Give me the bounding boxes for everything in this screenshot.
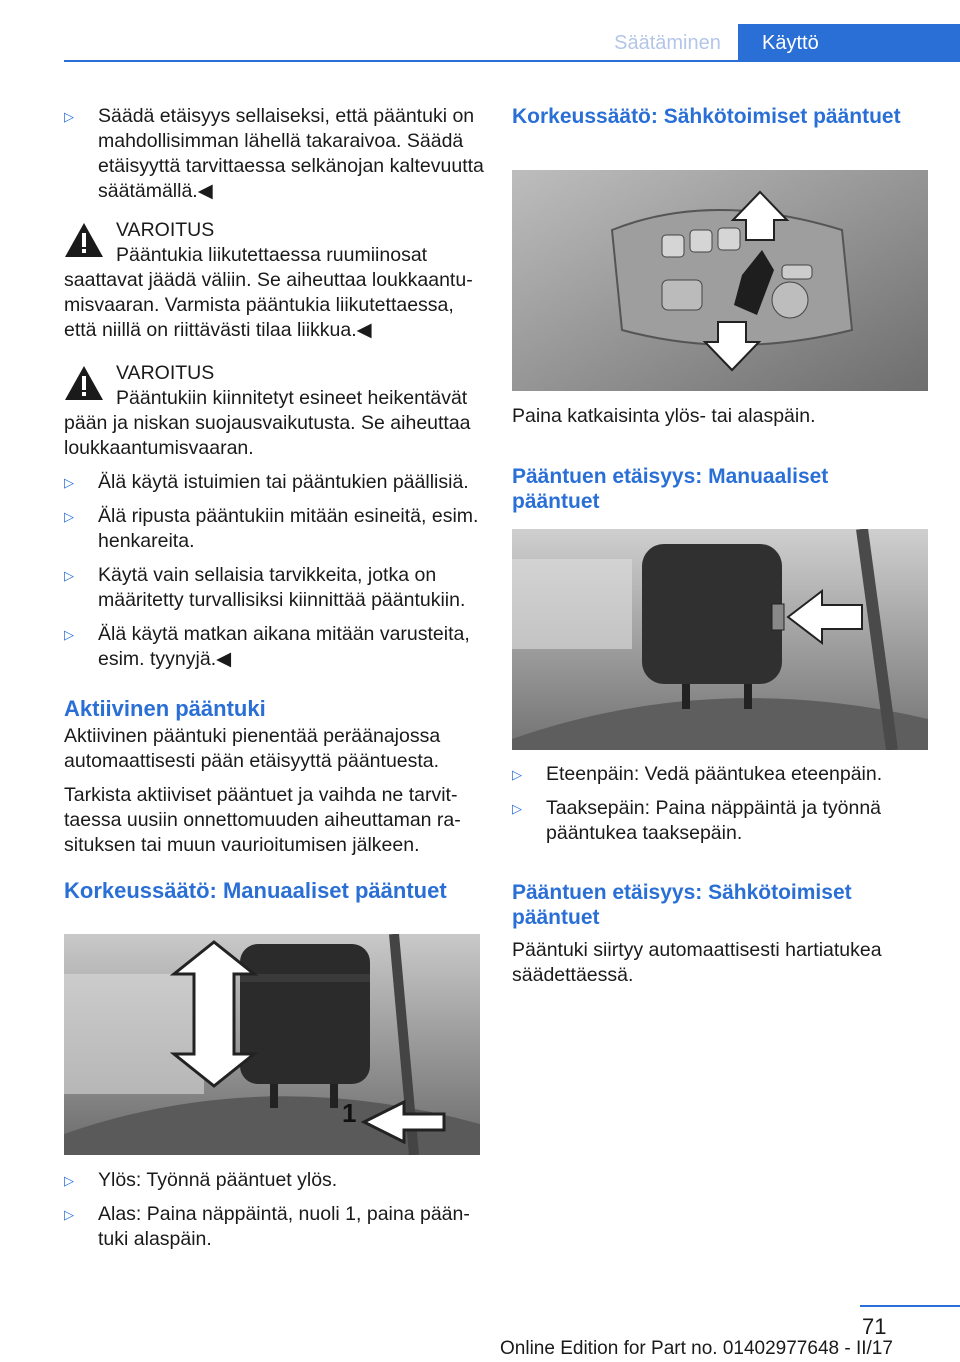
warning-triangle-icon bbox=[64, 365, 104, 401]
list-item: ▷ Ylös: Työnnä pääntuet ylös. bbox=[64, 1169, 338, 1191]
left-column bbox=[64, 104, 484, 904]
warning-text: pään ja niskan suojausvaikutusta. Se aiheuttaa loukkaantumisvaaran. bbox=[64, 412, 471, 459]
bullet-triangle-icon: ▷ bbox=[64, 475, 74, 490]
header-chapter-tab: Käyttö bbox=[738, 24, 960, 62]
page-number: 71 bbox=[862, 1314, 887, 1339]
image-callout-label: 1 bbox=[342, 1098, 357, 1128]
warning-title: VAROITUS bbox=[116, 362, 215, 384]
section-heading: Pääntuen etäisyys: Sähkötoimiset pääntuet bbox=[512, 881, 852, 929]
bullet-triangle-icon: ▷ bbox=[64, 109, 74, 124]
section-heading: Korkeussäätö: Manuaaliset pääntuet bbox=[64, 878, 447, 903]
warning-title: VAROITUS bbox=[116, 219, 215, 241]
list-item bbox=[64, 104, 484, 204]
list-item: ▷ Eteenpäin: Vedä pääntukea eteenpäin. bbox=[512, 763, 883, 785]
list-item: ▷ Alas: Paina näppäintä, nuoli 1, paina pääntuki alaspäin. bbox=[64, 1203, 470, 1250]
paragraph: Paina katkaisinta ylös- tai alaspäin. bbox=[512, 405, 816, 427]
section-heading: Korkeussäätö: Sähkötoimiset pääntuet bbox=[512, 105, 901, 128]
bullet-triangle-icon: ▷ bbox=[64, 1173, 74, 1188]
list-item: ▷ Älä käytä matkan aikana mitään varusteita, esim. tyynyjä.◀ bbox=[64, 623, 470, 670]
bullet-triangle-icon: ▷ bbox=[64, 627, 74, 642]
warning-text-inline: Pääntukia liikutettaessa ruumiinosat bbox=[116, 244, 428, 266]
header-section-label: Säätäminen bbox=[614, 32, 721, 54]
bullet-triangle-icon: ▷ bbox=[512, 767, 522, 782]
warning-block bbox=[64, 218, 484, 343]
list-item: ▷ Käytä vain sellaisia tarvikkeita, jotka on määritetty turvallisiksi kiinnittää pääntukiin. bbox=[64, 564, 466, 611]
left-column-lower bbox=[64, 1168, 484, 1252]
bullet-text: Säädä etäisyys sellaiseksi, että pääntuki on mahdollisimman lähellä takaraivoa. Säädä etäisyyttä tarvittaessa selkänojan kaltevuutta säätämällä.◀ bbox=[98, 105, 484, 202]
warning-bullet-list bbox=[64, 470, 484, 672]
warning-text: saattavat jäädä väliin. Se aiheuttaa loukkaantumisvaaran. Varmista pääntukia liikutettaessa, että niillä on riittävästi tilaa liikkua.◀ bbox=[64, 269, 473, 341]
list-item: ▷ Älä ripusta pääntukiin mitään esineitä, esim. henkareita. bbox=[64, 505, 479, 552]
bullet-triangle-icon: ▷ bbox=[64, 568, 74, 583]
list-item: ▷ Älä käytä istuimien tai pääntukien päällisiä. bbox=[64, 471, 469, 493]
header-rule bbox=[64, 60, 960, 62]
bullet-triangle-icon: ▷ bbox=[512, 801, 522, 816]
warning-text-inline: Pääntukiin kiinnitetyt esineet heikentävät bbox=[116, 387, 468, 409]
footer-rule bbox=[860, 1305, 960, 1307]
paragraph: Pääntuki siirtyy automaattisesti hartiatukea säädettäessä. bbox=[512, 939, 882, 986]
electric-seat-switch-image bbox=[512, 170, 928, 391]
section-heading: Pääntuen etäisyys: Manuaaliset pääntuet bbox=[512, 465, 829, 513]
footer-edition: Online Edition for Part no. 01402977648 - II/17 bbox=[500, 1338, 893, 1359]
warning-block bbox=[64, 361, 484, 461]
section-heading: Aktiivinen pääntuki bbox=[64, 696, 266, 721]
paragraph: Aktiivinen pääntuki pienentää peräänajossa automaattisesti pään etäisyyttä pääntuesta. bbox=[64, 725, 441, 772]
right-column-distance-list bbox=[512, 762, 932, 846]
list-item: ▷ Taaksepäin: Paina näppäintä ja työnnä pääntukea taaksepäin. bbox=[512, 797, 882, 844]
bullet-triangle-icon: ▷ bbox=[64, 1207, 74, 1222]
warning-triangle-icon bbox=[64, 222, 104, 258]
bullet-triangle-icon: ▷ bbox=[64, 509, 74, 524]
paragraph: Tarkista aktiiviset pääntuet ja vaihda ne tarvittaessa uusiin onnettomuuden aiheuttaman rasituksen tai muun vaurioitumisen jälkeen. bbox=[64, 784, 461, 856]
headrest-distance-manual-image bbox=[512, 529, 928, 750]
headrest-height-manual-image bbox=[64, 934, 480, 1155]
